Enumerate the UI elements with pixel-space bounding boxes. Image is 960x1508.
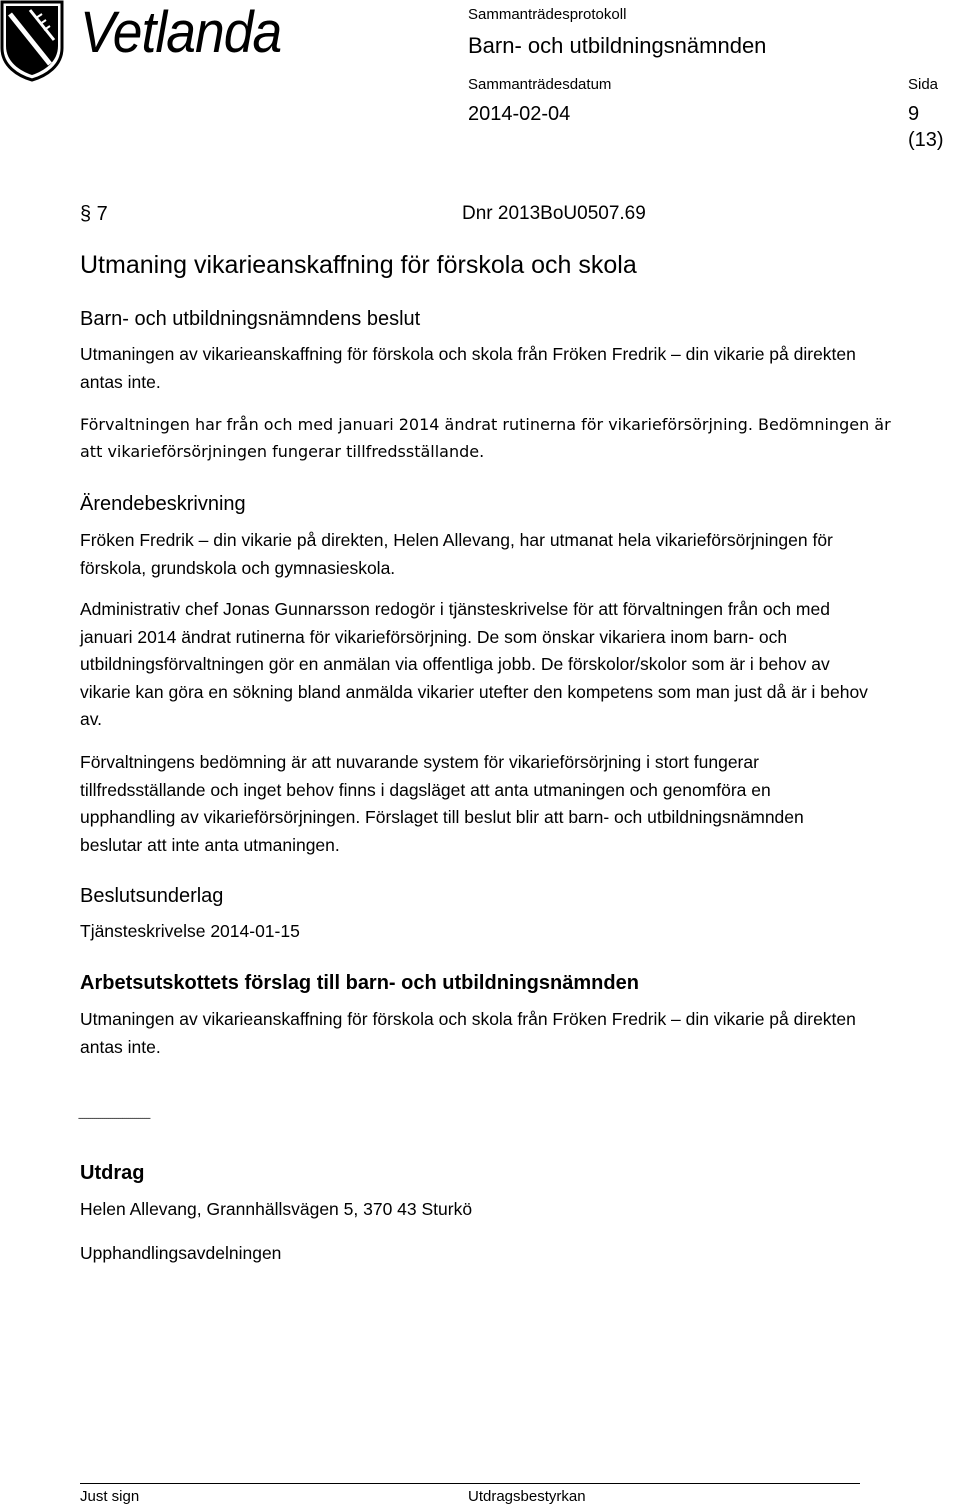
page-label: Sida [908, 76, 939, 93]
decision-note: Förvaltningen har från och med januari 2014 ändrat rutinerna för vikarieförsörjning. Bedömningen är att vikarieförsörjningen fungerar tillfredsställande. [80, 415, 891, 461]
description-paragraph-1: Fröken Fredrik – din vikarie på direkten, Helen Allevang, har utmanat hela vikarieförsörjningen för förskola, grundskola och gymnasieskola. [80, 530, 833, 578]
page-number: 9 (13) [908, 103, 944, 151]
decision-text: Utmaningen av vikarieanskaffning för förskola och skola från Fröken Fredrik – din vikarie på direkten antas inte. [80, 344, 856, 392]
description-paragraph-3: Förvaltningens bedömning är att nuvarande system för vikarieförsörjning i stort fungerar tillfredsställande och inget behov finns i dagsläget att anta utmaningen och genomföra en upphandling av vikarieförsörjningen. Förslaget till beslut blir att barn- och utbildningsnämnden beslutar att inte anta utmaningen. [80, 752, 804, 855]
separator-line: ------------------------------------ [78, 1113, 150, 1123]
committee-proposal-heading: Arbetsutskottets förslag till barn- och utbildningsnämnden [80, 972, 639, 994]
certify-label: Utdragsbestyrkan [468, 1488, 586, 1505]
footer-rule [80, 1483, 860, 1484]
extract-heading: Utdrag [80, 1162, 145, 1184]
meeting-date-value: 2014-02-04 [468, 103, 571, 125]
item-title: Utmaning vikarieanskaffning för förskola och skola [80, 251, 637, 279]
description-heading: Ärendebeskrivning [80, 493, 246, 515]
committee-name: Barn- och utbildningsnämnden [468, 33, 767, 58]
vetlanda-wordmark: Vetlanda [80, 0, 282, 65]
extract-recipient-2: Upphandlingsavdelningen [80, 1243, 282, 1263]
committee-proposal-text: Utmaningen av vikarieanskaffning för förskola och skola från Fröken Fredrik – din vikarie på direkten antas inte. [80, 1009, 856, 1057]
meeting-date-label: Sammanträdesdatum [468, 76, 612, 93]
sign-label: Just sign [80, 1488, 140, 1505]
protocol-label: Sammanträdesprotokoll [468, 6, 627, 23]
decision-heading: Barn- och utbildningsnämndens beslut [80, 308, 421, 330]
diary-number: Dnr 2013BoU0507.69 [462, 203, 646, 224]
paragraph-number: § 7 [80, 203, 108, 225]
basis-document: Tjänsteskrivelse 2014-01-15 [80, 921, 300, 941]
extract-recipient-1: Helen Allevang, Grannhällsvägen 5, 370 43 Sturkö [80, 1199, 473, 1219]
shield-icon [0, 0, 64, 82]
basis-heading: Beslutsunderlag [80, 885, 224, 907]
description-paragraph-2: Administrativ chef Jonas Gunnarsson redogör i tjänsteskrivelse för att förvaltningen från och med januari 2014 ändrat rutinerna för vikarieförsörjning. De som önskar vikariera inom barn- och utbildningsförvaltningen gör en anmälan via offentliga jobb. De förskolor/skolor som är i behov av vikarie kan göra en sökning bland anmälda vikarier utefter den kompetens som man just då är i behov av. [80, 599, 868, 729]
municipality-shield-logo [0, 0, 64, 82]
